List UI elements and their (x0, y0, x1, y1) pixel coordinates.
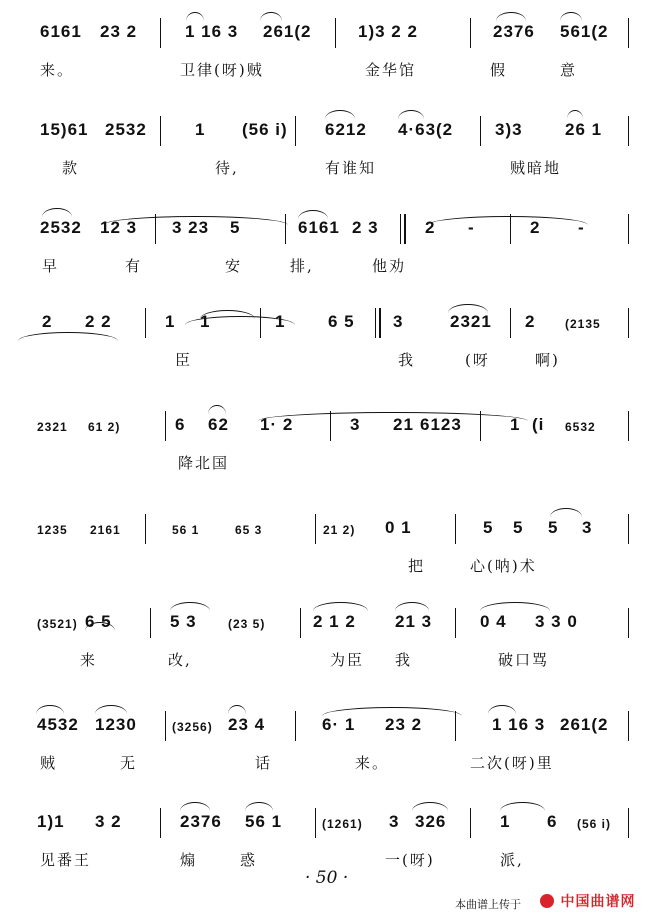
slur-mark (245, 802, 273, 811)
barline (150, 608, 151, 638)
note-group: 2161 (90, 523, 121, 537)
lyric-text: 派, (500, 851, 524, 869)
lyric-text: 改, (168, 651, 192, 669)
note-group: (3256) (172, 720, 213, 734)
barline (315, 808, 316, 838)
barline (628, 808, 629, 838)
slur-mark (228, 705, 246, 714)
note-group: 56 1 (245, 812, 283, 831)
note-group: 6212 (325, 120, 367, 139)
note-group: 3 (389, 812, 400, 831)
lyric-text: 臣 (175, 351, 193, 369)
barline (375, 308, 381, 338)
barline (300, 608, 301, 638)
lyric-text: 贼暗地 (510, 159, 562, 177)
barline (145, 514, 146, 544)
lyric-text: 金华馆 (365, 61, 417, 79)
slur-mark (186, 12, 204, 21)
slur-mark (412, 802, 448, 811)
note-group: 2321 (37, 420, 68, 434)
lyric-text: 煽 (180, 851, 198, 869)
note-group: 0 1 (385, 518, 412, 537)
lyric-text: 见番王 (40, 851, 92, 869)
note-group: 26 1 (565, 120, 603, 139)
note-group: 62 (208, 415, 229, 434)
note-group: 3 2 (95, 812, 122, 831)
barline (165, 711, 166, 741)
note-group: 1 (165, 312, 176, 331)
note-group: 12 3 (100, 218, 138, 237)
lyric-text: 惑 (240, 851, 258, 869)
note-group: 21 3 (395, 612, 433, 631)
note-group: 2376 (493, 22, 535, 41)
note-group: 21 2) (323, 523, 356, 537)
barline (295, 711, 296, 741)
lyric-text: 假 (490, 61, 508, 79)
lyric-text: 有谁知 (325, 159, 377, 177)
lyric-text: 话 (255, 754, 273, 772)
barline (455, 608, 456, 638)
note-group: 3 (393, 312, 404, 331)
lyric-text: 安 (225, 257, 243, 275)
note-group: 6 (547, 812, 558, 831)
note-group: 2 1 2 (313, 612, 356, 631)
note-group: 65 3 (235, 523, 263, 537)
note-group: 1 (510, 415, 521, 434)
lyric-text: 意 (560, 61, 578, 79)
barline (295, 116, 296, 146)
note-group: 1 16 3 (492, 715, 546, 734)
note-group: 1· 2 (260, 415, 294, 434)
lyric-text: 二次(呀)里 (470, 754, 554, 772)
lyric-text: 为臣 (330, 651, 365, 669)
slur-mark (42, 208, 72, 217)
note-group: 5 3 (170, 612, 197, 631)
note-group: 56 1 (172, 523, 200, 537)
note-group: (1261) (322, 817, 363, 831)
note-group: 2 (425, 218, 436, 237)
note-group: 1)3 2 2 (358, 22, 418, 41)
barline (628, 308, 629, 338)
barline (455, 514, 456, 544)
note-group: 15)61 (40, 120, 89, 139)
note-group: 1 (195, 120, 206, 139)
note-group: 6161 (40, 22, 82, 41)
barline (628, 214, 629, 244)
slur-mark (313, 602, 368, 611)
note-group: 1235 (37, 523, 68, 537)
barline (400, 214, 406, 244)
note-group: 21 (393, 415, 414, 434)
note-group: (2135 (565, 317, 601, 331)
lyric-text: 来。 (40, 61, 75, 79)
slur-mark (322, 707, 462, 716)
barline (470, 808, 471, 838)
slur-mark (488, 705, 516, 714)
slur-mark (258, 412, 528, 421)
note-group: 1230 (95, 715, 137, 734)
slur-mark (550, 508, 582, 517)
note-group: 1)1 (37, 812, 65, 831)
note-group: - (578, 218, 585, 237)
lyric-text: 排, (290, 257, 314, 275)
note-group: 2 (42, 312, 53, 331)
note-group: 4·63(2 (398, 120, 454, 139)
note-group: - (468, 218, 475, 237)
lyric-text: 我 (395, 651, 413, 669)
note-group: 3 23 (172, 218, 210, 237)
note-group: 3)3 (495, 120, 523, 139)
lyric-text: (呀 (465, 351, 490, 369)
note-group: 0 4 (480, 612, 507, 631)
upload-caption: 本曲谱上传于 (455, 898, 521, 911)
lyric-text: 破口骂 (498, 651, 550, 669)
note-group: 4532 (37, 715, 79, 734)
note-group: 61 2) (88, 420, 121, 434)
note-group: 5 (230, 218, 241, 237)
slur-mark (36, 705, 64, 714)
note-group: 23 2 (100, 22, 138, 41)
note-group: 3 3 0 (535, 612, 578, 631)
note-group: 5 (483, 518, 494, 537)
barline (470, 18, 471, 48)
slur-mark (325, 110, 355, 119)
lyric-text: 一(呀) (385, 851, 435, 869)
note-group: 6· 1 (322, 715, 356, 734)
lyric-text: 来。 (355, 754, 390, 772)
note-group: 2532 (105, 120, 147, 139)
note-group: 6161 (298, 218, 340, 237)
lyric-text: 降北国 (178, 454, 230, 472)
note-group: 561(2 (560, 22, 609, 41)
note-group: 1 16 3 (185, 22, 239, 41)
barline (160, 116, 161, 146)
note-group: 1 (500, 812, 511, 831)
note-group: 6 5 (85, 612, 112, 631)
slur-mark (480, 602, 550, 611)
note-group: 3 (582, 518, 593, 537)
note-group: 1 (275, 312, 286, 331)
barline (285, 214, 286, 244)
note-group: 2532 (40, 218, 82, 237)
page-number: · 50 · (305, 868, 349, 888)
barline (335, 18, 336, 48)
slur-mark (298, 210, 328, 219)
slur-mark (18, 332, 118, 341)
lyric-text: 把 (408, 557, 426, 575)
note-group: (3521) (37, 617, 78, 631)
barline (145, 308, 146, 338)
note-group: (56 i) (242, 120, 288, 139)
slur-mark (95, 705, 127, 714)
barline (628, 116, 629, 146)
note-group: 261(2 (263, 22, 312, 41)
note-group: (56 i) (577, 817, 612, 831)
barline (628, 711, 629, 741)
barline (628, 514, 629, 544)
lyric-text: 我 (398, 351, 416, 369)
note-group: 23 4 (228, 715, 266, 734)
note-group: 3 (350, 415, 361, 434)
barline (165, 411, 166, 441)
note-group: 2 (530, 218, 541, 237)
lyric-text: 款 (62, 159, 80, 177)
barline (160, 18, 161, 48)
note-group: (i (532, 415, 545, 434)
slur-mark (395, 602, 429, 611)
note-group: 2321 (450, 312, 492, 331)
slur-mark (567, 110, 583, 119)
site-logo (540, 891, 635, 911)
note-group: 5 (548, 518, 559, 537)
slur-mark (170, 602, 210, 611)
barline (160, 808, 161, 838)
slur-mark (398, 110, 424, 119)
barline (628, 608, 629, 638)
lyric-text: 有 (125, 257, 143, 275)
lyric-text: 贼 (40, 754, 58, 772)
note-group: 261(2 (560, 715, 609, 734)
lyric-text: 待, (215, 159, 239, 177)
lyric-text: 卫律(呀)贼 (180, 61, 264, 79)
barline (628, 411, 629, 441)
lyric-text: 早 (42, 257, 60, 275)
barline (628, 18, 629, 48)
note-group: 5 (513, 518, 524, 537)
note-group: 2 (525, 312, 536, 331)
slur-mark (260, 12, 282, 21)
barline (480, 116, 481, 146)
note-group: 1 (200, 312, 211, 331)
slur-mark (496, 12, 526, 21)
note-group: 6123 (420, 415, 462, 434)
logo-text: 中国曲谱网 (560, 894, 636, 910)
lyric-text: 他劝 (372, 257, 407, 275)
note-group: (23 5) (228, 617, 266, 631)
note-group: 6 (175, 415, 186, 434)
slur-mark (428, 216, 588, 225)
note-group: 2 2 (85, 312, 112, 331)
lyric-text: 心(呐)术 (470, 557, 537, 575)
barline (315, 514, 316, 544)
lyric-text: 无 (120, 754, 138, 772)
slur-mark (208, 405, 226, 414)
note-group: 2376 (180, 812, 222, 831)
slur-mark (500, 802, 545, 811)
slur-mark (180, 802, 210, 811)
note-group: 6 5 (328, 312, 355, 331)
slur-mark (560, 12, 582, 21)
lyric-text: 来 (80, 651, 98, 669)
barline (510, 308, 511, 338)
lyric-text: 啊) (535, 351, 560, 369)
slur-mark (448, 304, 488, 313)
note-group: 6532 (565, 420, 596, 434)
note-group: 326 (415, 812, 447, 831)
logo-icon (540, 894, 554, 908)
note-group: 23 2 (385, 715, 423, 734)
note-group: 2 3 (352, 218, 379, 237)
